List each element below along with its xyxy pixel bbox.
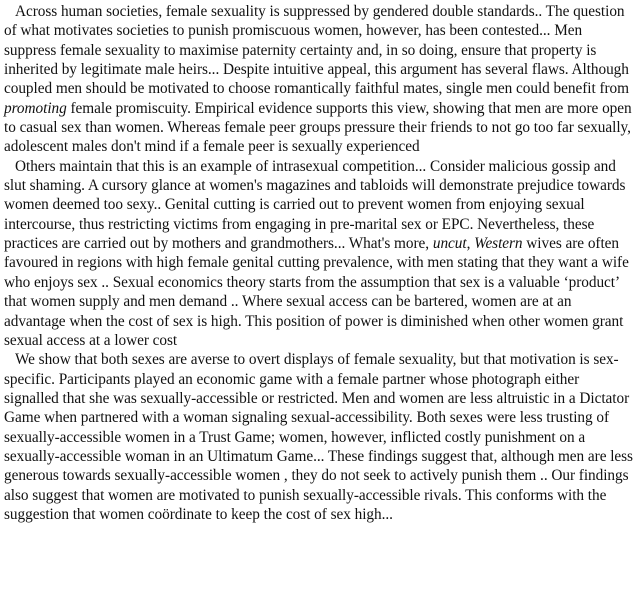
paragraph-text: Across human societies, female sexuality is suppressed by gendered double standards.. The question of what motivates societies to punish promiscuous women, however, has been contested... Men suppress female sexuality to maximise paternity certainty and, in so doing, ensure that property is inherited by legitimate male heirs... Despite intuitive appeal, this argument has several flaws. Although coupled men should be motivated to choose romantically faithful mates, single men could benefit from [4,3,629,98]
document-body [4,2,634,524]
paragraph-text: wives are often favoured in regions with high female genital cutting prevalence, with men stating that they want a wife who enjoys sex .. Sexual economics theory starts from the assumption that sex is a valuable ‘product’ that women supply and men demand .. Where sexual access can be bartered, women are at an advantage when the cost of sex is high. This position of power is diminished when other women grant sexual access at a lower cost [4,235,629,349]
paragraph-2 [4,157,634,350]
paragraph-text: Others maintain that this is an example of intrasexual competition... Consider malicious gossip and slut shaming. A cursory glance at women's magazines and tabloids will demonstrate prejudice towards women deemed too sexy.. Genital cutting is carried out to prevent women from enjoying sexual intercourse, thus restricting victims from engaging in pre-marital sex or EPC. Nevertheless, these practices are carried out by mothers and grandmothers... What's more, [4,157,626,253]
paragraph-text: We show that both sexes are averse to overt displays of female sexuality, but that motivation is sex-specific. Participants played an economic game with a female partner whose photograph either signalled that she was sexually-accessible or restricted. Men and women are less altruistic in a Dictator Game when partnered with a woman signaling sexual-accessibility. Both sexes were less trusting of sexually-accessible women in a Trust Game; women, however, inflicted costly punishment on a sexually-accessible woman in an Ultimatum Game... These findings suggest that, although men are less generous towards sexually-accessible women , they do not seek to actively punish them .. Our findings also suggest that women are motivated to punish sexually-accessible rivals. This conforms with the suggestion that women coördinate to keep the cost of sex high... [4,351,633,523]
emphasis-text: promoting [4,99,67,117]
emphasis-text: uncut [432,235,467,253]
paragraph-text: female promiscuity. Empirical evidence supports this view, showing that men are more open to casual sex than women. Whereas female peer groups pressure their friends to not go too far sexually, adolescent males don't mind if a female peer is sexually experienced [4,99,632,156]
paragraph-3 [4,350,634,524]
paragraph-text: , [466,235,475,253]
emphasis-text: Western [474,235,523,253]
paragraph-1 [4,2,634,157]
